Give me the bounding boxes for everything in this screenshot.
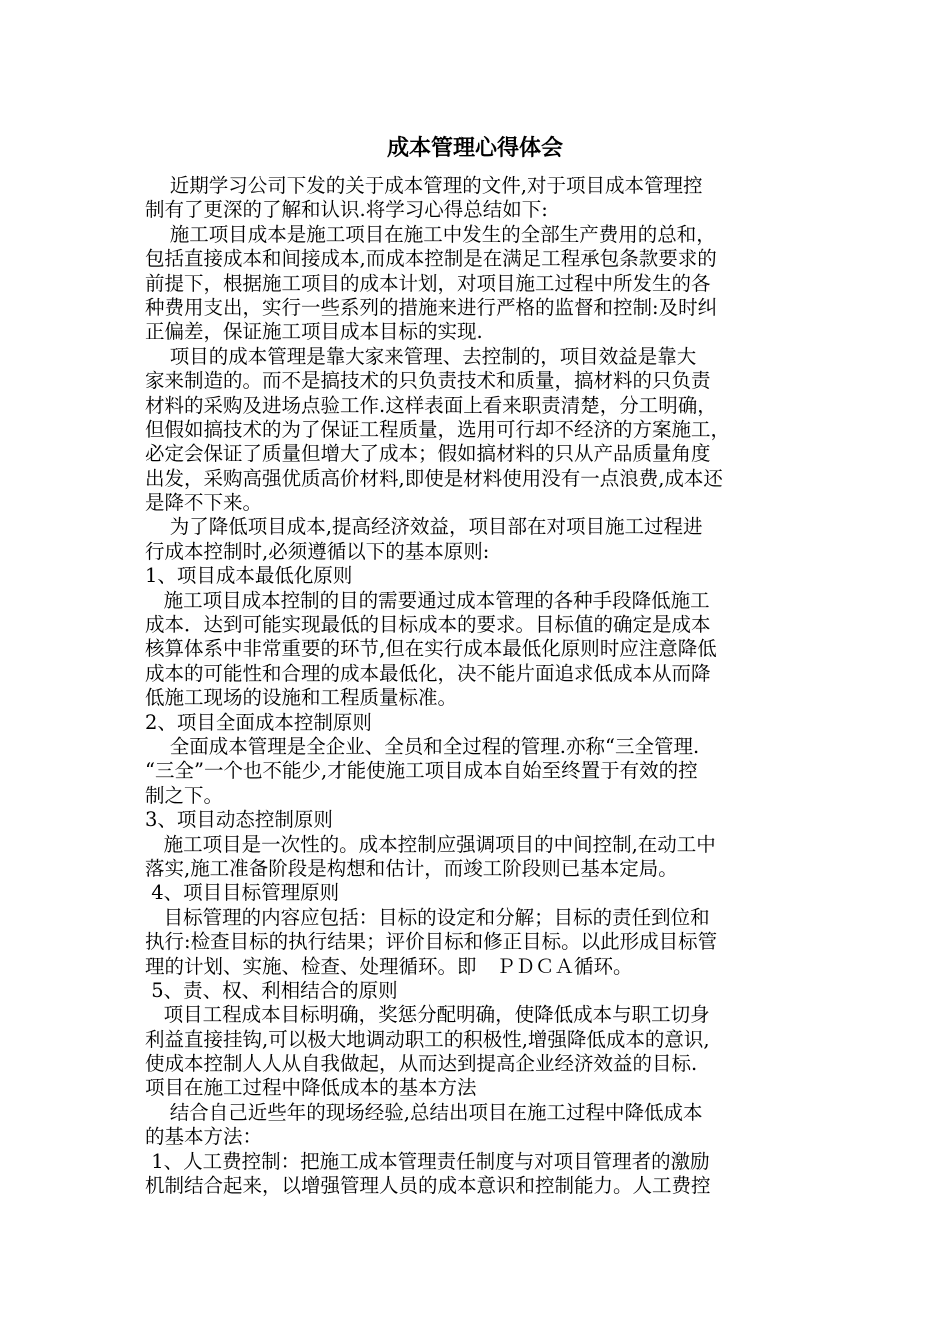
text-line: 1、人工费控制：把施工成本管理责任制度与对项目管理者的激励	[145, 1149, 710, 1173]
text-line: 落实,施工准备阶段是构想和估计，而竣工阶段则已基本定局。	[145, 856, 678, 880]
text-line: 机制结合起来，以增强管理人员的成本意识和控制能力。人工费控	[145, 1174, 711, 1198]
text-line: 必定会保证了质量但增大了成本；假如搞材料的只从产品质量角度	[145, 442, 711, 466]
text-line: 项目的成本管理是靠大家来管理、去控制的，项目效益是靠大	[145, 344, 697, 368]
text-line: 制之下。	[145, 783, 224, 807]
text-line: 行成本控制时,必须遵循以下的基本原则:	[145, 539, 490, 563]
text-line: 低施工现场的设施和工程质量标准。	[145, 686, 458, 710]
text-line: 的基本方法：	[145, 1125, 263, 1149]
text-line: 全面成本管理是全企业、全员和全过程的管理.亦称“三全管理.	[145, 734, 700, 758]
text-line: 包括直接成本和间接成本,而成本控制是在满足工程承包条款要求的	[145, 247, 717, 271]
text-line: 施工项目是一次性的。成本控制应强调项目的中间控制,在动工中	[145, 832, 716, 856]
text-line: 施工项目成本是施工项目在施工中发生的全部生产费用的总和，	[145, 222, 716, 246]
text-line: 出发，采购高强优质高价材料,即使是材料使用没有一点浪费,成本还	[145, 466, 723, 490]
text-line: 执行:检查目标的执行结果；评价目标和修正目标。以此形成目标管	[145, 930, 718, 954]
text-line: 近期学习公司下发的关于成本管理的文件,对于项目成本管理控	[145, 174, 703, 197]
text-line: 是降不下来。	[145, 491, 263, 515]
document-title: 成本管理心得体会	[386, 136, 563, 161]
text-line: 利益直接挂钩,可以极大地调动职工的积极性,增强降低成本的意识,	[145, 1027, 710, 1051]
text-line: “三全”一个也不能少,才能使施工项目成本自始至终置于有效的控	[145, 759, 698, 783]
text-line: 1、项目成本最低化原则	[145, 564, 353, 588]
text-line: 理的计划、实施、检查、处理循环。即 ＰＤＣＡ循环。	[145, 954, 633, 978]
text-line: 家来制造的。而不是搞技术的只负责技术和质量，搞材料的只负责	[145, 369, 711, 393]
text-line: 5、责、权、利相结合的原则	[145, 978, 398, 1002]
text-line: 成本的可能性和合理的成本最低化，决不能片面追求低成本从而降	[145, 661, 711, 685]
text-line: 使成本控制人人从自我做起，从而达到提高企业经济效益的目标.	[145, 1052, 698, 1076]
text-line: 材料的采购及进场点验工作.这样表面上看来职责清楚，分工明确，	[145, 393, 717, 417]
text-line: 制有了更深的了解和认识.将学习心得总结如下:	[145, 198, 548, 222]
text-line: 正偏差，保证施工项目成本目标的实现.	[145, 320, 483, 344]
text-line: 成本．达到可能实现最低的目标成本的要求。目标值的确定是成本	[145, 613, 711, 637]
text-line: 结合自己近些年的现场经验,总结出项目在施工过程中降低成本	[145, 1100, 703, 1124]
text-line: 核算体系中非常重要的环节,但在实行成本最低化原则时应注意降低	[145, 637, 717, 661]
text-line: 种费用支出，实行一些系列的措施来进行严格的监督和控制:及时纠	[145, 295, 718, 319]
text-line: 项目工程成本目标明确，奖惩分配明确，使降低成本与职工切身	[145, 1003, 710, 1027]
text-line: 但假如搞技术的为了保证工程质量，选用可行却不经济的方案施工，	[145, 417, 731, 441]
text-line: 施工项目成本控制的目的需要通过成本管理的各种手段降低施工	[145, 588, 710, 612]
text-line: 4、项目目标管理原则	[145, 881, 340, 905]
text-line: 2、项目全面成本控制原则	[145, 710, 372, 734]
text-line: 前提下，根据施工项目的成本计划，对项目施工过程中所发生的各	[145, 271, 711, 295]
document-body	[145, 174, 815, 1198]
text-line: 目标管理的内容应包括：目标的设定和分解；目标的责任到位和	[145, 905, 710, 929]
text-line: 项目在施工过程中降低成本的基本方法	[145, 1076, 477, 1100]
text-line: 3、项目动态控制原则	[145, 808, 333, 832]
text-line: 为了降低项目成本,提高经济效益，项目部在对项目施工过程进	[145, 515, 703, 539]
